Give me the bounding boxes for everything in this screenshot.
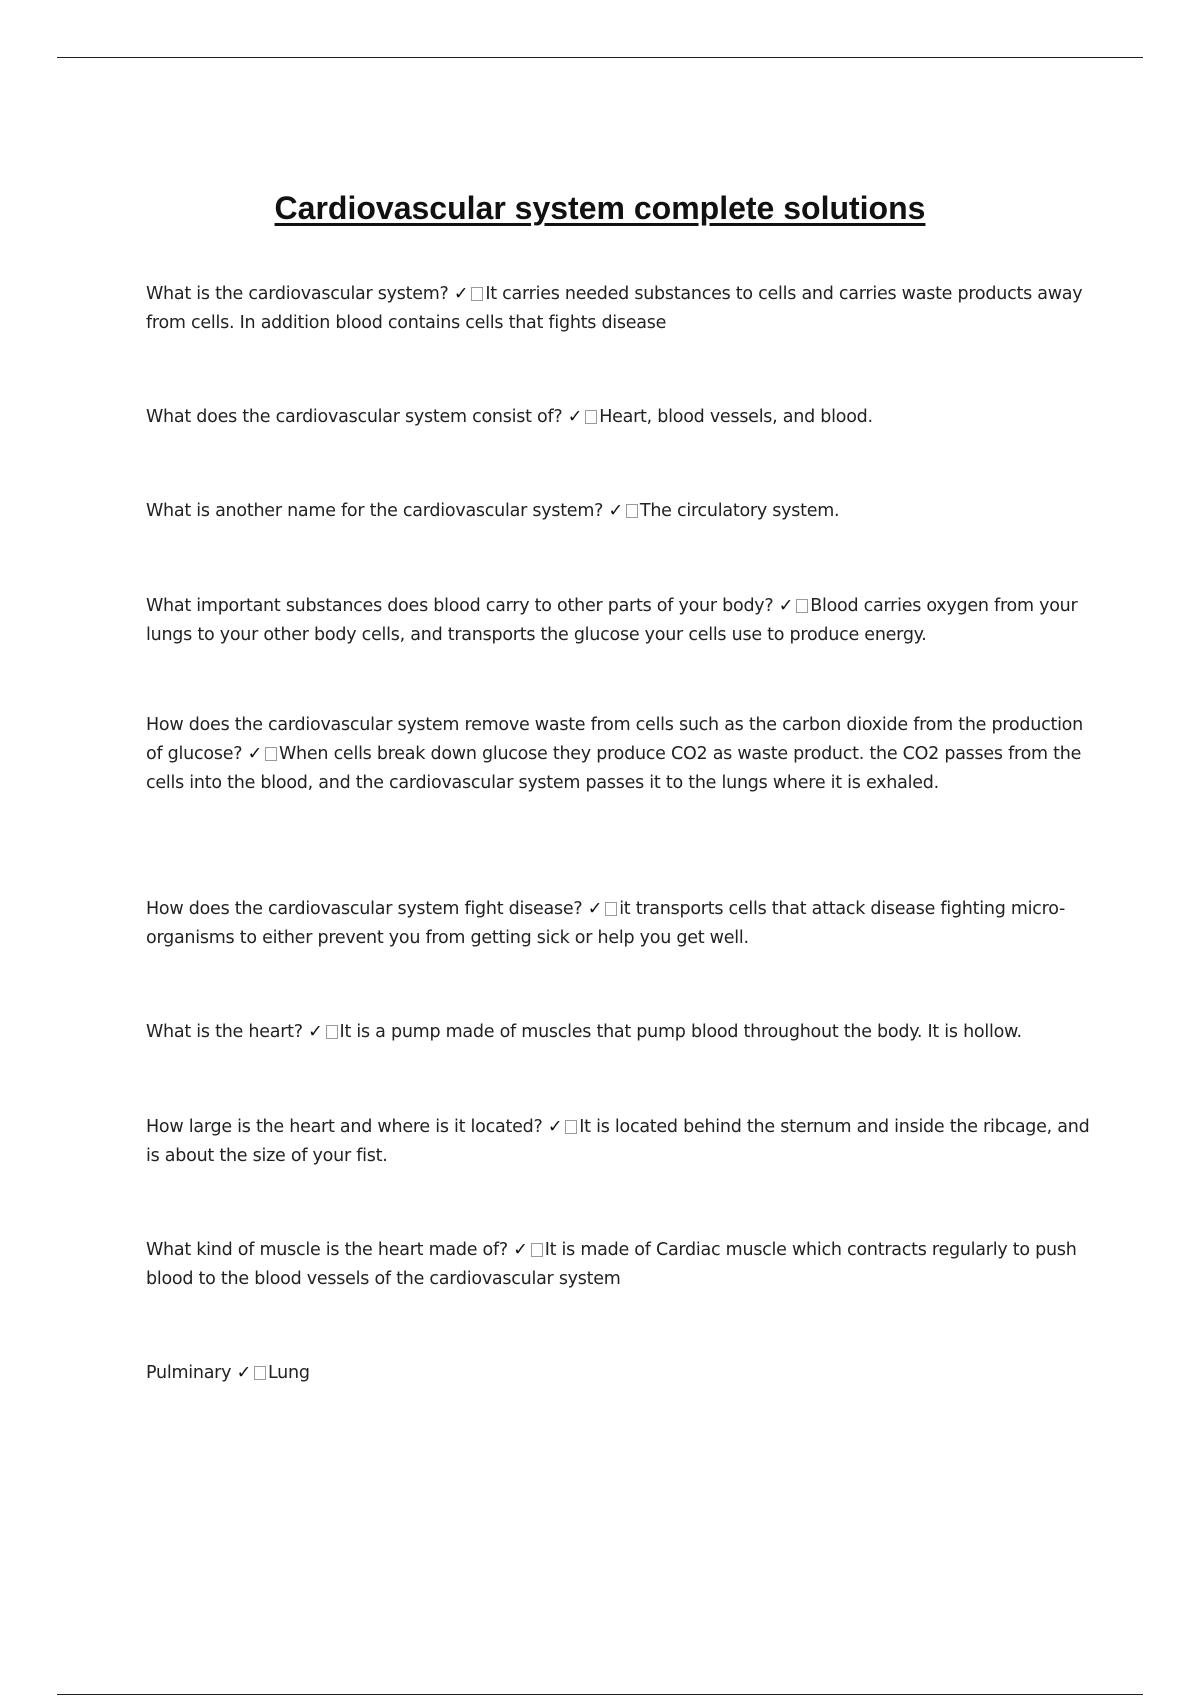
check-icon: ✓ [453, 284, 469, 304]
qa-item [146, 1236, 1091, 1294]
box-icon [626, 504, 638, 518]
box-icon [471, 287, 483, 301]
page-title: Cardiovascular system complete solutions [274, 190, 926, 226]
check-icon: ✓ [247, 744, 262, 764]
question-text: What is the heart? [146, 1022, 303, 1042]
qa-item [146, 280, 1091, 338]
answer-text: it transports cells that attack disease fighting micro-organisms to either prevent you from getting sick or help you get well. [146, 899, 1066, 948]
qa-item [146, 895, 1091, 953]
check-icon: ✓ [513, 1240, 528, 1260]
box-icon [531, 1243, 543, 1257]
question-text: How does the cardiovascular system remove waste from cells such as the carbon dioxide from the production of glucose? [146, 715, 1083, 764]
answer-text: Lung [267, 1363, 310, 1383]
bottom-rule [57, 1694, 1143, 1695]
question-text: What is the cardiovascular system? [146, 284, 449, 304]
check-icon: ✓ [778, 596, 794, 616]
answer-text: When cells break down glucose they produce CO2 as waste product. the CO2 passes from the cells into the blood, and the cardiovascular system passes it to the lungs where it is exhaled. [146, 744, 1082, 793]
answer-text: The circulatory system. [639, 501, 840, 521]
qa-item [146, 497, 1091, 526]
box-icon [605, 902, 617, 916]
check-icon: ✓ [587, 899, 603, 919]
question-text: Pulminary [146, 1363, 232, 1383]
check-icon: ✓ [567, 407, 583, 427]
qa-item [146, 1018, 1091, 1047]
qa-item [146, 592, 1091, 650]
box-icon [254, 1366, 266, 1380]
question-text: What is another name for the cardiovascular system? [146, 501, 604, 521]
box-icon [326, 1025, 338, 1039]
question-text: What kind of muscle is the heart made of? [146, 1240, 508, 1260]
question-text: What important substances does blood carry to other parts of your body? [146, 596, 774, 616]
qa-item [146, 403, 1091, 432]
box-icon [796, 599, 808, 613]
check-icon: ✓ [308, 1022, 323, 1042]
question-text: How large is the heart and where is it located? [146, 1117, 543, 1137]
answer-text: It carries needed substances to cells and carries waste products away from cells. In addition blood contains cells that fights disease [146, 284, 1083, 333]
question-text: What does the cardiovascular system consist of? [146, 407, 563, 427]
top-rule [57, 57, 1143, 58]
qa-item [146, 1113, 1091, 1171]
check-icon: ✓ [608, 501, 623, 521]
box-icon [565, 1120, 577, 1134]
qa-item [146, 711, 1091, 798]
check-icon: ✓ [236, 1363, 251, 1383]
answer-text: Blood carries oxygen from your lungs to your other body cells, and transports the glucose your cells use to produce energy. [146, 596, 1078, 645]
box-icon [585, 410, 597, 424]
question-text: How does the cardiovascular system fight disease? [146, 899, 583, 919]
box-icon [265, 747, 277, 761]
answer-text: It is a pump made of muscles that pump blood throughout the body. It is hollow. [339, 1022, 1022, 1042]
answer-text: It is made of Cardiac muscle which contracts regularly to push blood to the blood vessels of the cardiovascular system [146, 1240, 1077, 1289]
answer-text: It is located behind the sternum and inside the ribcage, and is about the size of your fist. [146, 1117, 1090, 1166]
qa-item [146, 1359, 1091, 1388]
check-icon: ✓ [547, 1117, 563, 1137]
answer-text: Heart, blood vessels, and blood. [599, 407, 873, 427]
